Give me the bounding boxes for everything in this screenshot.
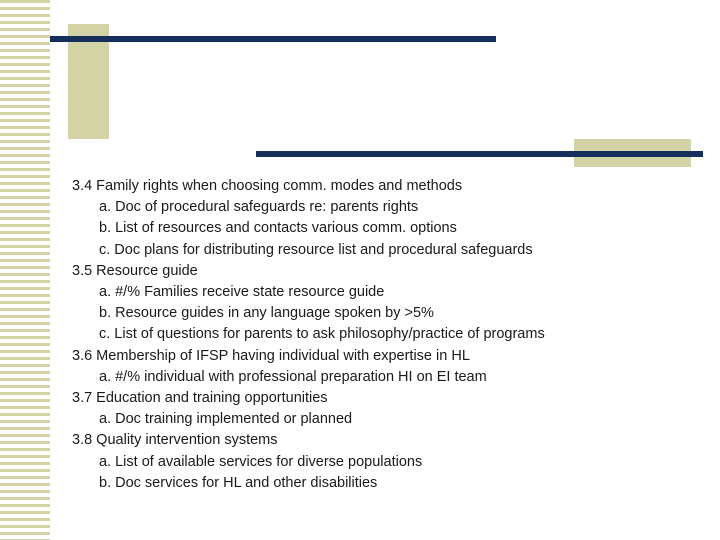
section-3-4	[72, 176, 692, 261]
heading-3-6: 3.6 Membership of IFSP having individual with expertise in HL	[72, 347, 470, 364]
sub-item-3-8-a: a. List of available services for diverse populations	[99, 453, 423, 470]
decorative-stripe-bar	[0, 0, 50, 540]
sub-item-3-4-b: b. List of resources and contacts various comm. options	[99, 220, 457, 237]
decorative-navy-line-middle	[256, 151, 703, 157]
sub-item-3-4-a: a. Doc of procedural safeguards re: parents rights	[99, 199, 419, 216]
slide-body	[72, 176, 692, 494]
heading-3-7: 3.7 Education and training opportunities	[72, 390, 328, 407]
heading-3-8: 3.8 Quality intervention systems	[72, 432, 278, 449]
decorative-navy-line-top	[50, 36, 496, 42]
section-3-7	[72, 388, 692, 430]
sub-item-3-5-a: a. #/% Families receive state resource guide	[99, 284, 385, 301]
sub-item-3-5-c: c. List of questions for parents to ask philosophy/practice of programs	[99, 326, 545, 343]
section-3-8	[72, 430, 692, 494]
heading-3-5: 3.5 Resource guide	[72, 262, 198, 279]
sub-item-3-5-b: b. Resource guides in any language spoken by >5%	[99, 305, 434, 322]
section-3-5	[72, 261, 692, 346]
sub-item-3-6-a: a. #/% individual with professional preparation HI on EI team	[99, 368, 487, 385]
heading-3-4: 3.4 Family rights when choosing comm. modes and methods	[72, 178, 463, 194]
sub-item-3-4-c: c. Doc plans for distributing resource list and procedural safeguards	[99, 241, 533, 258]
sub-item-3-8-b: b. Doc services for HL and other disabilities	[99, 474, 378, 491]
sub-item-3-7-a: a. Doc training implemented or planned	[99, 411, 353, 428]
section-3-6	[72, 346, 692, 388]
